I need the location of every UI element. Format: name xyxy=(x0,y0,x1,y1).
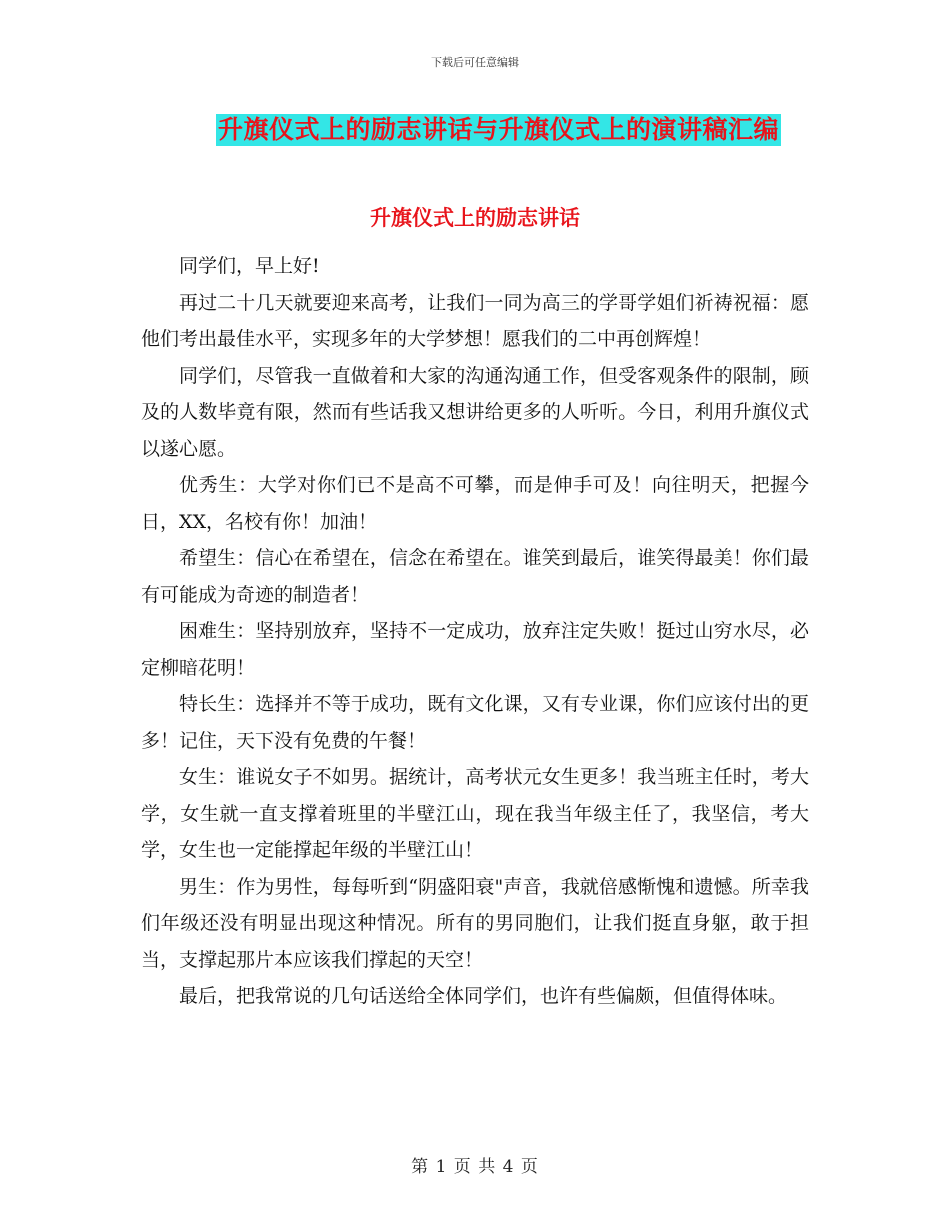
paragraph: 优秀生：大学对你们已不是高不可攀，而是伸手可及！向往明天，把握今日，XX，名校有你！加油！ xyxy=(141,474,809,533)
paragraph: 困难生：坚持别放弃，坚持不一定成功，放弃注定失败！挺过山穷水尽，必定柳暗花明！ xyxy=(141,620,809,679)
paragraph: 男生：作为男性，每每听到“阴盛阳衰"声音，我就倍感惭愧和遗憾。所幸我们年级还没有明显出现这种情况。所有的男同胞们，让我们挺直身躯，敢于担当，支撑起那片本应该我们撑起的天空！ xyxy=(141,875,809,971)
page-footer: 第 1 页 共 4 页 xyxy=(411,1157,539,1177)
paragraph: 同学们，早上好! xyxy=(179,255,320,277)
document-title-container xyxy=(0,114,950,146)
document-title: 升旗仪式上的励志讲话与升旗仪式上的演讲稿汇编 xyxy=(217,115,779,144)
paragraph: 特长生：选择并不等于成功，既有文化课，又有专业课，你们应该付出的更多！记住，天下没有免费的午餐！ xyxy=(141,693,809,752)
paragraph: 最后，把我常说的几句话送给全体同学们，也许有些偏颇，但值得体味。 xyxy=(179,985,788,1007)
paragraph: 女生：谁说女子不如男。据统计，高考状元女生更多！我当班主任时，考大学，女生就一直支撑着班里的半壁江山，现在我当年级主任了，我坚信，考大学，女生也一定能撑起年级的半壁江山！ xyxy=(141,766,809,861)
paragraph: 希望生：信心在希望在，信念在希望在。谁笑到最后，谁笑得最美！你们最有可能成为奇迹的制造者！ xyxy=(141,547,809,606)
paragraph: 再过二十几天就要迎来高考，让我们一同为高三的学哥学姐们祈祷祝福：愿他们考出最佳水平，实现多年的大学梦想！愿我们的二中再创辉煌！ xyxy=(141,291,809,350)
paragraph: 同学们，尽管我一直做着和大家的沟通沟通工作，但受客观条件的限制，顾及的人数毕竟有限，然而有些话我又想讲给更多的人听听。今日，利用升旗仪式以遂心愿。 xyxy=(141,364,809,460)
section-title: 升旗仪式上的励志讲话 xyxy=(370,205,580,230)
header-note: 下载后可任意编辑 xyxy=(431,56,519,69)
document-body xyxy=(141,248,809,1015)
